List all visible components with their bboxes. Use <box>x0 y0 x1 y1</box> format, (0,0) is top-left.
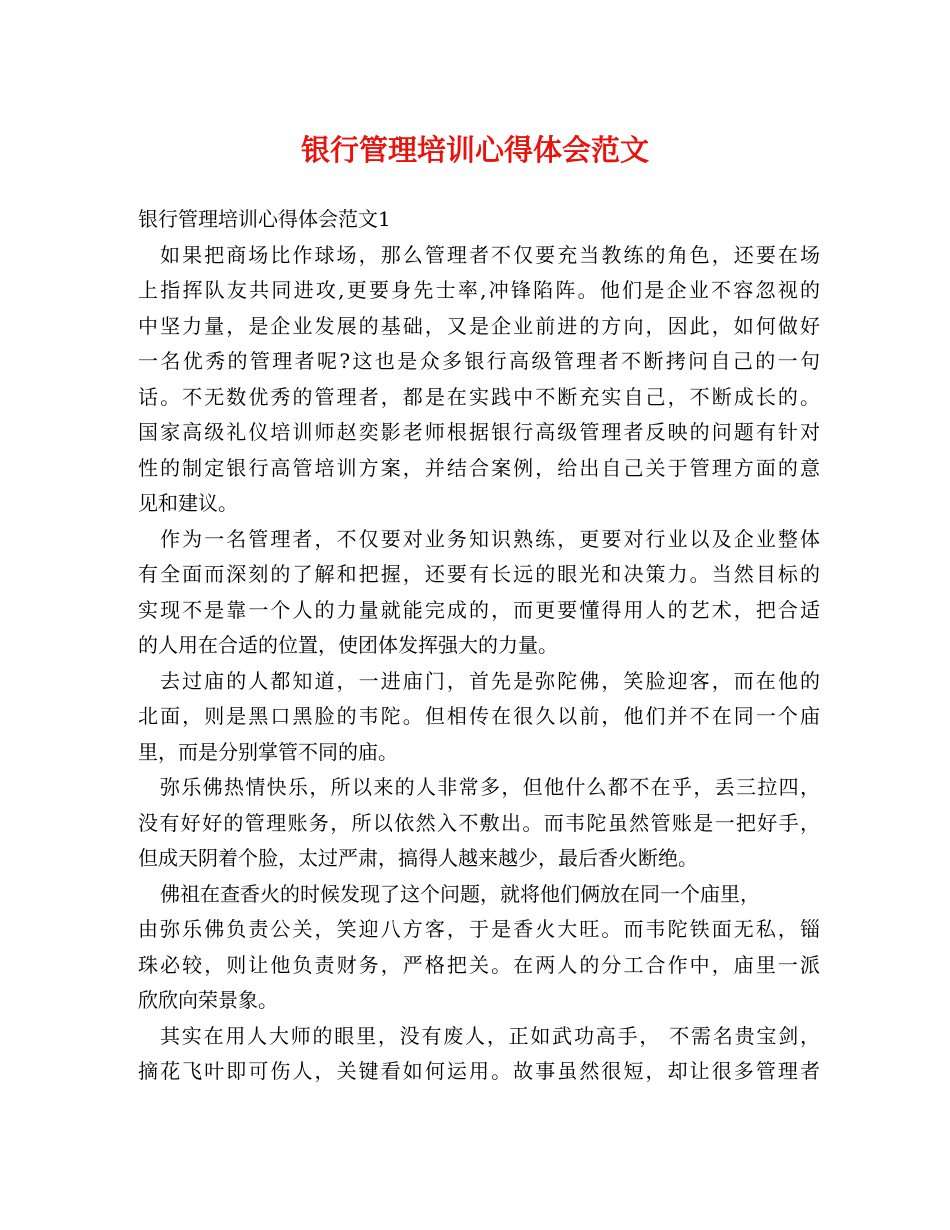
text-line: 去过庙的人都知道，一进庙门，首先是弥陀佛，笑脸迎客，而在他的 <box>160 668 820 693</box>
text-line: 但成天阴着个脸，太过严肃，搞得人越来越少，最后香火断绝。 <box>138 846 698 870</box>
text-line: 其实在用人大师的眼里，没有废人，正如武功高手， 不需名贵宝剑， <box>160 1023 820 1048</box>
text-line: 话。不无数优秀的管理者，都是在实践中不断充实自己，不断成长的。 <box>138 384 820 409</box>
text-line: 没有好好的管理账务，所以依然入不敷出。而韦陀虽然管账是一把好手， <box>138 810 820 835</box>
text-line: 由弥乐佛负责公关，笑迎八方客，于是香火大旺。而韦陀铁面无私，锱 <box>138 917 820 941</box>
text-line: 见和建议。 <box>138 491 238 515</box>
text-line: 欣欣向荣景象。 <box>138 988 278 1012</box>
text-line: 如果把商场比作球场，那么管理者不仅要充当教练的角色，还要在场 <box>160 242 820 267</box>
text-line: 珠必较，则让他负责财务，严格把关。在两人的分工合作中，庙里一派 <box>138 952 820 977</box>
text-line: 的人用在合适的位置，使团体发挥强大的力量。 <box>138 633 558 657</box>
text-line: 国家高级礼仪培训师赵奕影老师根据银行高级管理者反映的问题有针对 <box>138 420 820 444</box>
text-line: 佛祖在查香火的时候发现了这个问题，就将他们俩放在同一个庙里， <box>160 881 760 906</box>
text-line: 北面，则是黑口黑脸的韦陀。但相传在很久以前，他们并不在同一个庙 <box>138 704 820 728</box>
text-line: 有全面而深刻的了解和把握，还要有长远的眼光和决策力。当然目标的 <box>138 562 820 586</box>
text-line: 摘花飞叶即可伤人，关键看如何运用。故事虽然很短，却让很多管理者 <box>138 1059 820 1083</box>
text-line: 中坚力量，是企业发展的基础，又是企业前进的方向，因此，如何做好 <box>138 313 820 338</box>
text-line: 作为一名管理者，不仅要对业务知识熟练，更要对行业以及企业整体 <box>160 526 820 551</box>
text-line: 性的制定银行高管培训方案，并结合案例，给出自己关于管理方面的意 <box>138 455 820 480</box>
text-line: 实现不是靠一个人的力量就能完成的，而更要懂得用人的艺术，把合适 <box>138 597 820 622</box>
document-title: 银行管理培训心得体会范文 <box>300 133 649 167</box>
text-line: 弥乐佛热情快乐，所以来的人非常多，但他什么都不在乎，丢三拉四， <box>160 775 820 799</box>
text-line: 银行管理培训心得体会范文1 <box>138 207 391 231</box>
text-line: 里，而是分别掌管不同的庙。 <box>138 739 398 764</box>
text-line: 上指挥队友共同进攻,更要身先士率,冲锋陷阵。他们是企业不容忽视的 <box>138 278 820 302</box>
text-line: 一名优秀的管理者呢?这也是众多银行高级管理者不断拷问自己的一句 <box>138 349 820 373</box>
document-body <box>138 202 820 1090</box>
